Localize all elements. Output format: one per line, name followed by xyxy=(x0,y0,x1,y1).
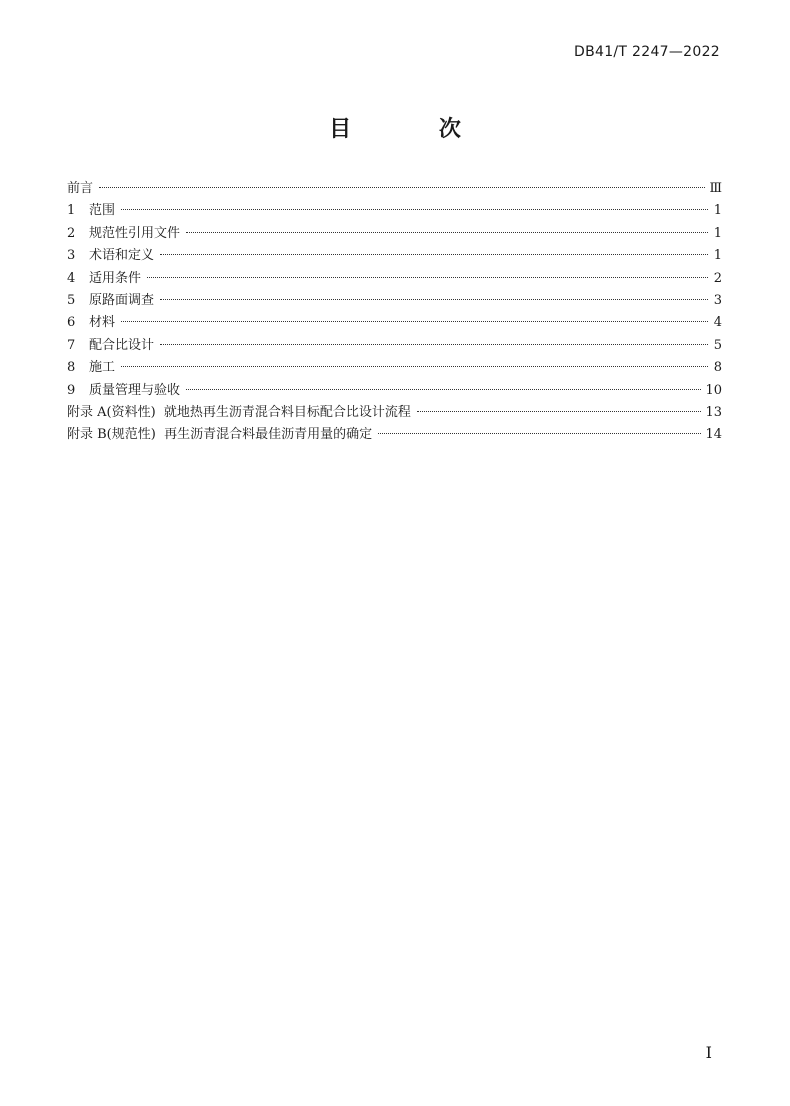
toc-entry-page: 10 xyxy=(705,382,722,398)
toc-entry-4[interactable] xyxy=(67,268,722,290)
toc-entry-label: 配合比设计 xyxy=(89,337,155,353)
toc-entry-number: 5 xyxy=(67,292,76,308)
toc-entry-8[interactable] xyxy=(67,357,722,379)
toc-entry-page: 5 xyxy=(713,337,722,353)
document-code: DB41/T 2247—2022 xyxy=(574,44,720,60)
toc-entry-2[interactable] xyxy=(67,223,722,245)
toc-leader-dots xyxy=(186,232,708,233)
toc-entry-preface[interactable] xyxy=(67,178,722,200)
toc-leader-dots xyxy=(186,389,701,390)
toc-entry-number: 3 xyxy=(67,248,76,264)
toc-entry-3[interactable] xyxy=(67,245,722,267)
toc-entry-page: 1 xyxy=(713,248,722,264)
toc-leader-dots xyxy=(121,321,708,322)
toc-entry-label: 范围 xyxy=(89,203,116,219)
toc-entry-page: 2 xyxy=(713,270,722,286)
toc-entry-number: 4 xyxy=(67,270,76,286)
toc-leader-dots xyxy=(378,433,701,434)
toc-entry-label: 质量管理与验收 xyxy=(89,382,181,398)
toc-leader-dots xyxy=(121,366,708,367)
toc-entry-7[interactable] xyxy=(67,335,722,357)
toc-entry-number: 7 xyxy=(67,337,76,353)
toc-entry-label: 材料 xyxy=(89,315,116,331)
toc-entry-page: 8 xyxy=(713,360,722,376)
toc-leader-dots xyxy=(417,411,702,412)
toc-entry-6[interactable] xyxy=(67,312,722,334)
toc-leader-dots xyxy=(160,254,708,255)
toc-entry-label: 附录 B(规范性) 再生沥青混合料最佳沥青用量的确定 xyxy=(67,427,373,443)
toc-entry-1[interactable] xyxy=(67,200,722,222)
toc-entry-number: 8 xyxy=(67,360,76,376)
toc-list xyxy=(67,178,722,447)
toc-title: 目 次 xyxy=(329,117,501,142)
toc-entry-page: 1 xyxy=(713,225,722,241)
toc-entry-label: 施工 xyxy=(89,360,116,376)
toc-entry-page: 14 xyxy=(705,427,722,443)
toc-entry-appendix-b[interactable] xyxy=(67,424,722,446)
page-number: I xyxy=(705,1043,712,1062)
toc-entry-label: 规范性引用文件 xyxy=(89,225,181,241)
toc-entry-label: 附录 A(资料性) 就地热再生沥青混合料目标配合比设计流程 xyxy=(67,404,411,420)
toc-leader-dots xyxy=(147,277,708,278)
toc-entry-number: 2 xyxy=(67,225,76,241)
toc-entry-page: 1 xyxy=(713,203,722,219)
toc-leader-dots xyxy=(121,209,708,210)
toc-entry-label: 术语和定义 xyxy=(89,248,155,264)
toc-entry-number: 6 xyxy=(67,315,76,331)
toc-entry-page: 13 xyxy=(705,404,722,420)
toc-entry-page: 4 xyxy=(713,315,722,331)
toc-entry-label: 适用条件 xyxy=(89,270,142,286)
toc-entry-page: 3 xyxy=(713,292,722,308)
toc-entry-5[interactable] xyxy=(67,290,722,312)
toc-leader-dots xyxy=(99,187,705,188)
toc-leader-dots xyxy=(160,344,708,345)
toc-entry-number: 9 xyxy=(67,382,76,398)
toc-entry-label: 原路面调查 xyxy=(89,292,155,308)
toc-entry-number: 1 xyxy=(67,203,76,219)
toc-entry-9[interactable] xyxy=(67,380,722,402)
toc-entry-label: 前言 xyxy=(67,181,94,196)
toc-entry-page: Ⅲ xyxy=(709,181,722,196)
toc-entry-appendix-a[interactable] xyxy=(67,402,722,424)
toc-leader-dots xyxy=(160,299,708,300)
